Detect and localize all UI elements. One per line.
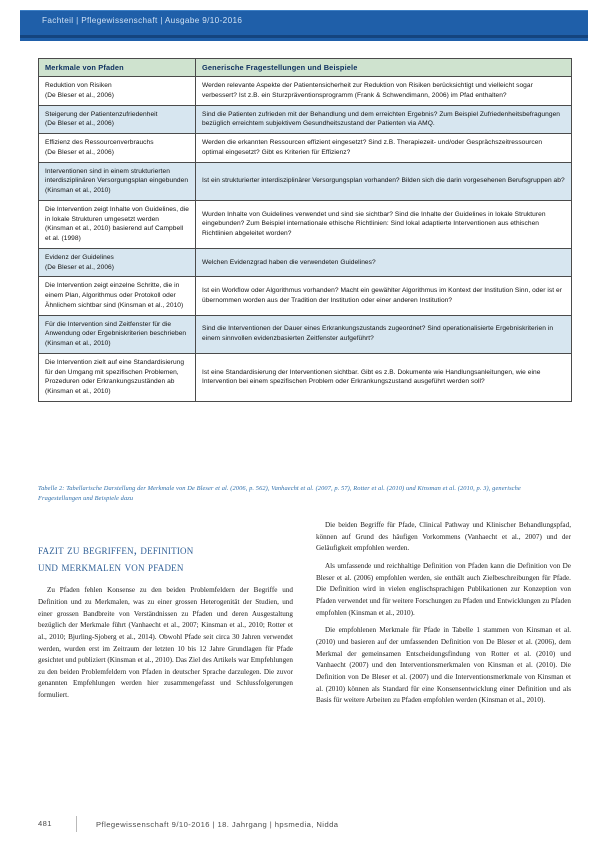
cell-fragestellung: Ist eine Standardisierung der Interventionen sichtbar. Gibt es z.B. Dokumente wie Handlungsanleitungen, wie eine Intervention bei einem spezifischen Problem oder Erkrankungszustand ausgeführt werden soll?: [196, 353, 572, 401]
table-row: [39, 162, 572, 200]
table-row: [39, 105, 572, 134]
cell-merkmal: Steigerung der Patientenzufriedenheit (De Bleser et al., 2006): [39, 105, 196, 134]
table-row: [39, 134, 572, 163]
table-body: [39, 77, 572, 402]
page-footer: [38, 819, 571, 835]
left-column-text: [38, 585, 293, 702]
cell-fragestellung: Werden relevante Aspekte der Patientensicherheit zur Reduktion von Risiken berücksichtigt und vielleicht sogar verbessert? Ist z.B. ein Sturzpräventionsprogramm (Frank & Schwendimann, 2006) im Pfad enthalten?: [196, 77, 572, 106]
table-header-row: [39, 59, 572, 77]
table-caption: Tabelle 2: Tabellarische Darstellung der Merkmale von De Bleser et al. (2006, p. 562), Vanhaecht et al. (2007, p. 57), Rotter et al. (2010) und Kinsman et al. (2010, p. 3), generische Fragestellungen und Beispiele dazu: [38, 485, 521, 503]
table-row: [39, 353, 572, 401]
cell-merkmal: Die Intervention zeigt Inhalte von Guidelines, die in lokale Strukturen umgesetzt werden (Kinsman et al., 2010) basierend auf Campbell et al. (1998): [39, 200, 196, 248]
merkmale-table-container: [38, 58, 571, 402]
table-row: [39, 77, 572, 106]
section-heading-line1: fazit zu begriffen, definition: [38, 543, 194, 557]
paragraph: Die beiden Begriffe für Pfade, Clinical Pathway und Klinischer Behandlungspfad, können auf Grund des häufigen Vorkommens (Vanhaecht et al., 2007) und der Geläufigkeit empfohlen werden.: [316, 521, 571, 553]
cell-merkmal: Interventionen sind in einem strukturierten interdisziplinären Versorgungsplan eingebunden (Kinsman et al., 2010): [39, 162, 196, 200]
cell-fragestellung: Ist ein Workflow oder Algorithmus vorhanden? Macht ein gewählter Algorithmus im Kontext der Institution Sinn, oder ist er übernommen worden aus der Tradition der Institution oder einer anderen Institution?: [196, 277, 572, 315]
cell-merkmal: Die Intervention zielt auf eine Standardisierung für den Umgang mit spezifischen Problemen, Prozeduren oder Erkrankungszuständen ab (Kinsman et al., 2010): [39, 353, 196, 401]
article-columns: [38, 520, 571, 790]
section-heading: [38, 542, 293, 575]
cell-fragestellung: Werden die erkannten Ressourcen effizient eingesetzt? Sind z.B. Therapiezeit- und/oder Gesprächszeitressourcen optimal eingesetzt? Gibt es Kriterien für Effizienz?: [196, 134, 572, 163]
column-header-merkmale: Merkmale von Pfaden: [39, 59, 196, 77]
merkmale-table: [38, 58, 572, 402]
section-heading-line2: und merkmalen von pfaden: [38, 559, 184, 574]
left-column: [38, 520, 293, 708]
footer-journal-info: Pflegewissenschaft 9/10-2016 | 18. Jahrgang | hpsmedia, Nidda: [96, 820, 339, 829]
right-column: [316, 520, 571, 713]
table-row: [39, 315, 572, 353]
table-row: [39, 200, 572, 248]
right-column-text: [316, 520, 571, 707]
cell-fragestellung: Ist ein strukturierter interdisziplinärer Versorgungsplan vorhanden? Bilden sich die darin vorgesehenen Berufsgruppen ab?: [196, 162, 572, 200]
table-row: [39, 248, 572, 277]
footer-divider: [76, 816, 77, 832]
cell-merkmal: Evidenz der Guidelines (De Bleser et al., 2006): [39, 248, 196, 277]
cell-fragestellung: Welchen Evidenzgrad haben die verwendeten Guidelines?: [196, 248, 572, 277]
cell-fragestellung: Wurden Inhalte von Guidelines verwendet und sind sie sichtbar? Sind die Inhalte der Guidelines in lokale Strukturen eingebunden? Zum Beispiel internationale ethische Richtlinien: Sind lokal adaptierte Interventionen aus ethischen Richtlinien abgeleitet worden?: [196, 200, 572, 248]
column-header-fragestellungen: Generische Fragestellungen und Beispiele: [196, 59, 572, 77]
paragraph: Als umfassende und reichhaltige Definition von Pfaden kann die Definition von De Bleser et al. (2006) empfohlen werden, sie enthält auch Zielbeschreibungen für Pfade. Die Definition wird in vielen englischsprachigen Publikationen zur Konzeption von Pfaden verwendet und für weitere Forschungen zu Pfaden und Entwicklungen zu Pfaden empfohlen (Kinsman et al., 2010).: [316, 561, 571, 617]
cell-fragestellung: Sind die Patienten zufrieden mit der Behandlung und dem erreichten Ergebnis? Zum Beispiel Zufriedenheitsbefragungen bezüglich erreichtem subjektivem Gesundheitszustand der Patienten via AMQ.: [196, 105, 572, 134]
paragraph: Zu Pfaden fehlen Konsense zu den beiden Problemfeldern der Begriffe und Definition und zu Merkmalen, was zu einer grossen Heterogenität der Studien, und einer grossen Bandbreite von Verständnissen zu Pfaden und deren Ausgestaltung bezüglich der Merkmale führt (Vanhaecht et al., 2007; Kinsman et al., 2010; Rotter et al., 2010; Bjurling-Sjoberg et al., 2014). Obwohl Pfade seit circa 30 Jahren verwendet werden, wurden erst im Zeitraum der letzten 10 bis 12 Jahre Grundlagen für Pfade gesichtet und publiziert (Kinsman et al., 2010). Das Ziel des Artikels war Empfehlungen zu den beiden Problemfeldern von Pfaden in deutscher Sprache darzulegen. Die zuvor genannten Empfehlungen werden hier zusammengefasst und Schlussfolgerungen formuliert.: [38, 586, 293, 700]
footer-page-number: 481: [38, 819, 52, 828]
header-breadcrumb: Fachteil | Pflegewissenschaft | Ausgabe 9/10-2016: [42, 16, 243, 25]
cell-merkmal: Für die Intervention sind Zeitfenster für die Anwendung oder Ergebniskriterien beschrieben (Kinsman et al., 2010): [39, 315, 196, 353]
table-row: [39, 277, 572, 315]
cell-fragestellung: Sind die Interventionen der Dauer eines Erkrankungszustands zugeordnet? Sind operationalisierte Ergebniskriterien in einem sinnvollen evidenzbasierten Zeitfenster aufgeführt?: [196, 315, 572, 353]
paragraph: Die empfohlenen Merkmale für Pfade in Tabelle 1 stammen von Kinsman et al. (2010) und basieren auf der umfassenden Definition von De Bleser et al. (2006), dem Merkmal der gemeinsamen Entscheidungsfindung von Rotter et al. (2010) und Vanhaecht (2007) und den Interventionsmerkmalen von Kinsman et al. (2010). Die Definition von De Bleser et al. (2007) und die Interventionsmerkmale von Kinsman et al. (2010) können als Standard für eine Konsensentwicklung einer Definition und als Basis für weitere Arbeiten zu Pfaden empfohlen werden (Kinsman et al., 2010).: [316, 626, 571, 705]
cell-merkmal: Reduktion von Risiken (De Bleser et al., 2006): [39, 77, 196, 106]
cell-merkmal: Effizienz des Ressourcenverbrauchs (De Bleser et al., 2006): [39, 134, 196, 163]
cell-merkmal: Die Intervention zeigt einzelne Schritte, die in einem Plan, Algorithmus oder Protokoll oder Ähnlichem sichtbar sind (Kinsman et al., 2010): [39, 277, 196, 315]
